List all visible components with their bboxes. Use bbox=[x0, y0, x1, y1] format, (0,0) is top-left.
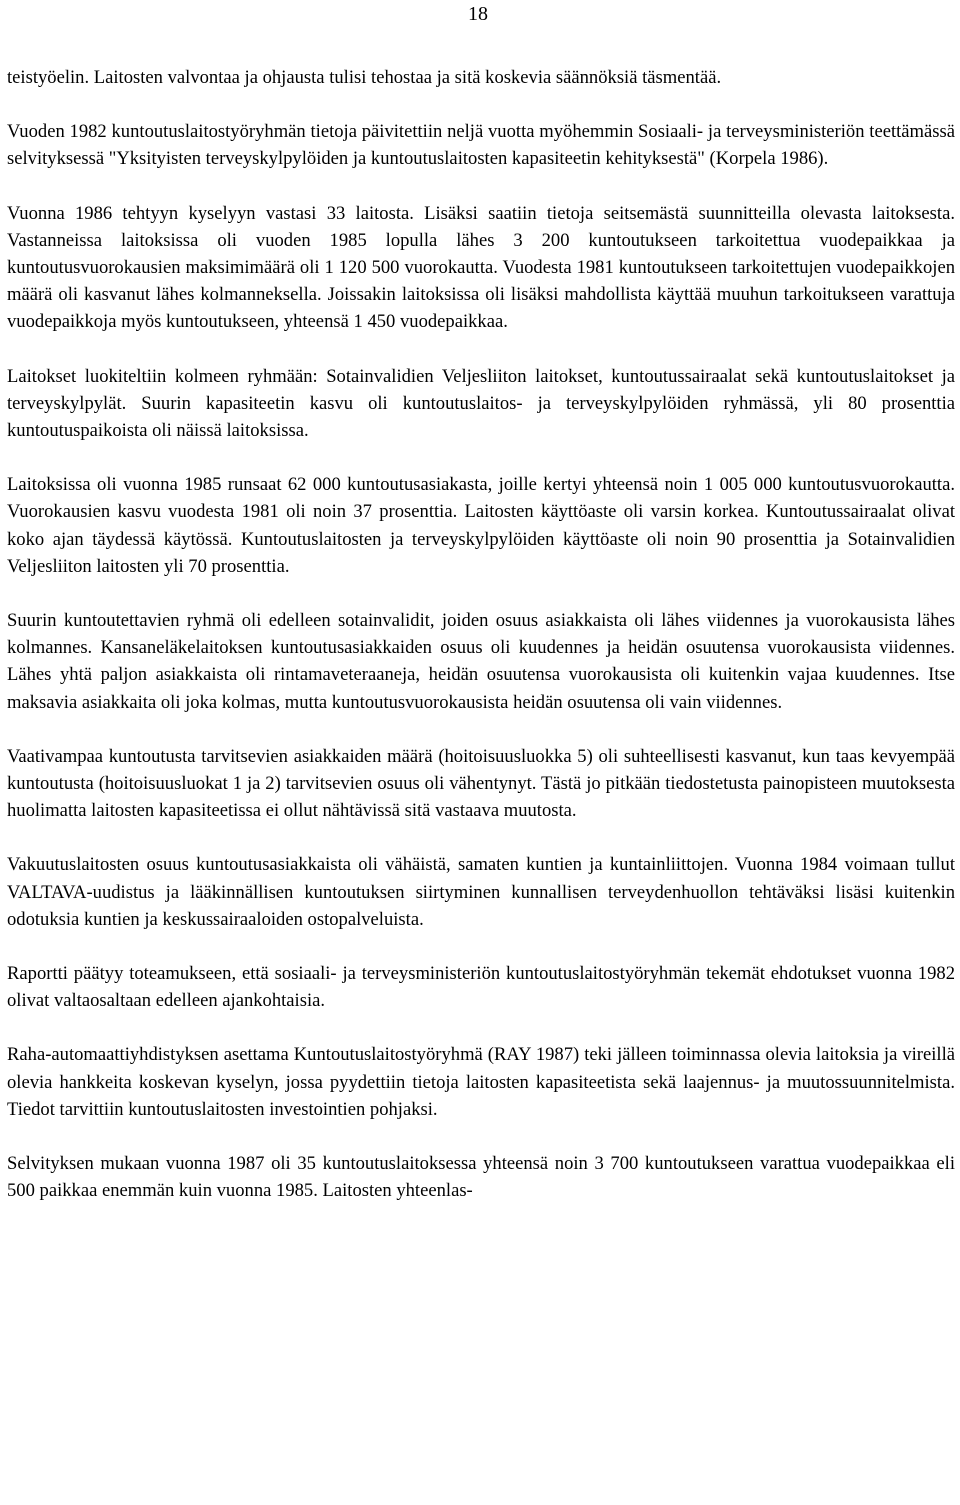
paragraph-11: Selvityksen mukaan vuonna 1987 oli 35 kuntoutuslaitoksessa yhteensä noin 3 700 kuntoutukseen varattua vuodepaikkaa eli 500 paikkaa enemmän kuin vuonna 1985. Laitosten yhteenlas- bbox=[7, 1153, 955, 1202]
page-number: 18 bbox=[468, 3, 488, 25]
document-body bbox=[7, 64, 955, 1232]
paragraph-5: Laitoksissa oli vuonna 1985 runsaat 62 000 kuntoutusasiakasta, joille kertyi yhteensä noin 1 005 000 kuntoutusvuorokautta. Vuorokausien kasvu vuodesta 1981 oli noin 37 prosenttia. Laitosten käyttöaste oli varsin korkea. Kuntoutussairaalat olivat koko ajan täydessä käytössä. Kuntoutuslaitosten ja terveyskylpylöiden käyttöaste oli noin 90 prosenttia ja Sotainvalidien Veljesliiton laitosten yli 70 prosenttia. bbox=[7, 474, 955, 577]
paragraph-10: Raha-automaattiyhdistyksen asettama Kuntoutuslaitostyöryhmä (RAY 1987) teki jälleen toiminnassa olevia laitoksia ja vireillä olevia hankkeita koskevan kyselyn, jossa pyydettiin tietoja laitosten kapasiteetista sekä laajennus- ja muutossuunnitelmista. Tiedot tarvittiin kuntoutuslaitosten investointien pohjaksi. bbox=[7, 1044, 955, 1120]
paragraph-1: teistyöelin. Laitosten valvontaa ja ohjausta tulisi tehostaa ja sitä koskevia säännöksiä täsmentää. bbox=[7, 67, 722, 88]
paragraph-7: Vaativampaa kuntoutusta tarvitsevien asiakkaiden määrä (hoitoisuusluokka 5) oli suhteellisesti kasvanut, kun taas kevyempää kuntoutusta (hoitoisuusluokat 1 ja 2) tarvitsevien osuus oli vähentynyt. Tästä jo pitkään tiedostetusta painopisteen muutoksesta huolimatta laitosten kapasiteetissa ei ollut nähtävissä sitä vastaava muutosta. bbox=[7, 745, 955, 822]
paragraph-9: Raportti päätyy toteamukseen, että sosiaali- ja terveysministeriön kuntoutuslaitostyöryhmän tekemät ehdotukset vuonna 1982 olivat valtaosaltaan edelleen ajankohtaisia. bbox=[7, 963, 955, 1012]
paragraph-8: Vakuutuslaitosten osuus kuntoutusasiakkaista oli vähäistä, samaten kuntien ja kuntainliittojen. Vuonna 1984 voimaan tullut VALTAVA-uudistus ja lääkinnällisen kuntoutuksen siirtyminen kunnallisen terveydenhuollon tehtäväksi lisäsi kuitenkin odotuksia kuntien ja keskussairaaloiden ostopalveluista. bbox=[7, 854, 955, 930]
paragraph-4: Laitokset luokiteltiin kolmeen ryhmään: Sotainvalidien Veljesliiton laitokset, kuntoutussairaalat sekä kuntoutuslaitokset ja terveyskylpylät. Suurin kapasiteetin kasvu oli kuntoutuslaitos- ja terveyskylpylöiden ryhmässä, yli 80 prosenttia kuntoutuspaikoista oli näissä laitoksissa. bbox=[7, 365, 955, 442]
paragraph-2: Vuoden 1982 kuntoutuslaitostyöryhmän tietoja päivitettiin neljä vuotta myöhemmin Sosiaali- ja terveysministeriön teettämässä selvityksessä "Yksityisten terveyskylpylöiden ja kuntoutuslaitosten kapasiteetin kehityksestä" (Korpela 1986). bbox=[7, 121, 955, 170]
paragraph-6: Suurin kuntoutettavien ryhmä oli edelleen sotainvalidit, joiden osuus asiakkaista oli lähes viidennes ja vuorokausista lähes kolmannes. Kansaneläkelaitoksen kuntoutusasiakkaiden osuus oli kuudennes ja heidän osuutensa vuorokausista viidennes. Lähes yhtä paljon asiakkaista oli rintamaveteraaneja, heidän osuutensa vuorokausista oli kuitenkin vajaa kuudennes. Itse maksavia asiakkaita oli joka kolmas, mutta kuntoutusvuorokausista heidän osuutensa oli vain viidennes. bbox=[7, 610, 955, 713]
paragraph-3: Vuonna 1986 tehtyyn kyselyyn vastasi 33 laitosta. Lisäksi saatiin tietoja seitsemästä suunnitteilla olevasta laitoksesta. Vastanneissa laitoksissa oli vuoden 1985 lopulla lähes 3 200 kuntoutukseen tarkoitettua vuodepaikkaa ja kuntoutusvuorokausien maksimimäärä oli 1 120 500 vuorokautta. Vuodesta 1981 kuntoutukseen tarkoitettujen vuodepaikkojen määrä oli kasvanut lähes kolmanneksella. Joissakin laitoksissa oli lisäksi mahdollista käyttää muuhun tarkoitukseen varattuja vuodepaikkoja myös kuntoutukseen, yhteensä 1 450 vuodepaikkaa. bbox=[7, 202, 955, 333]
